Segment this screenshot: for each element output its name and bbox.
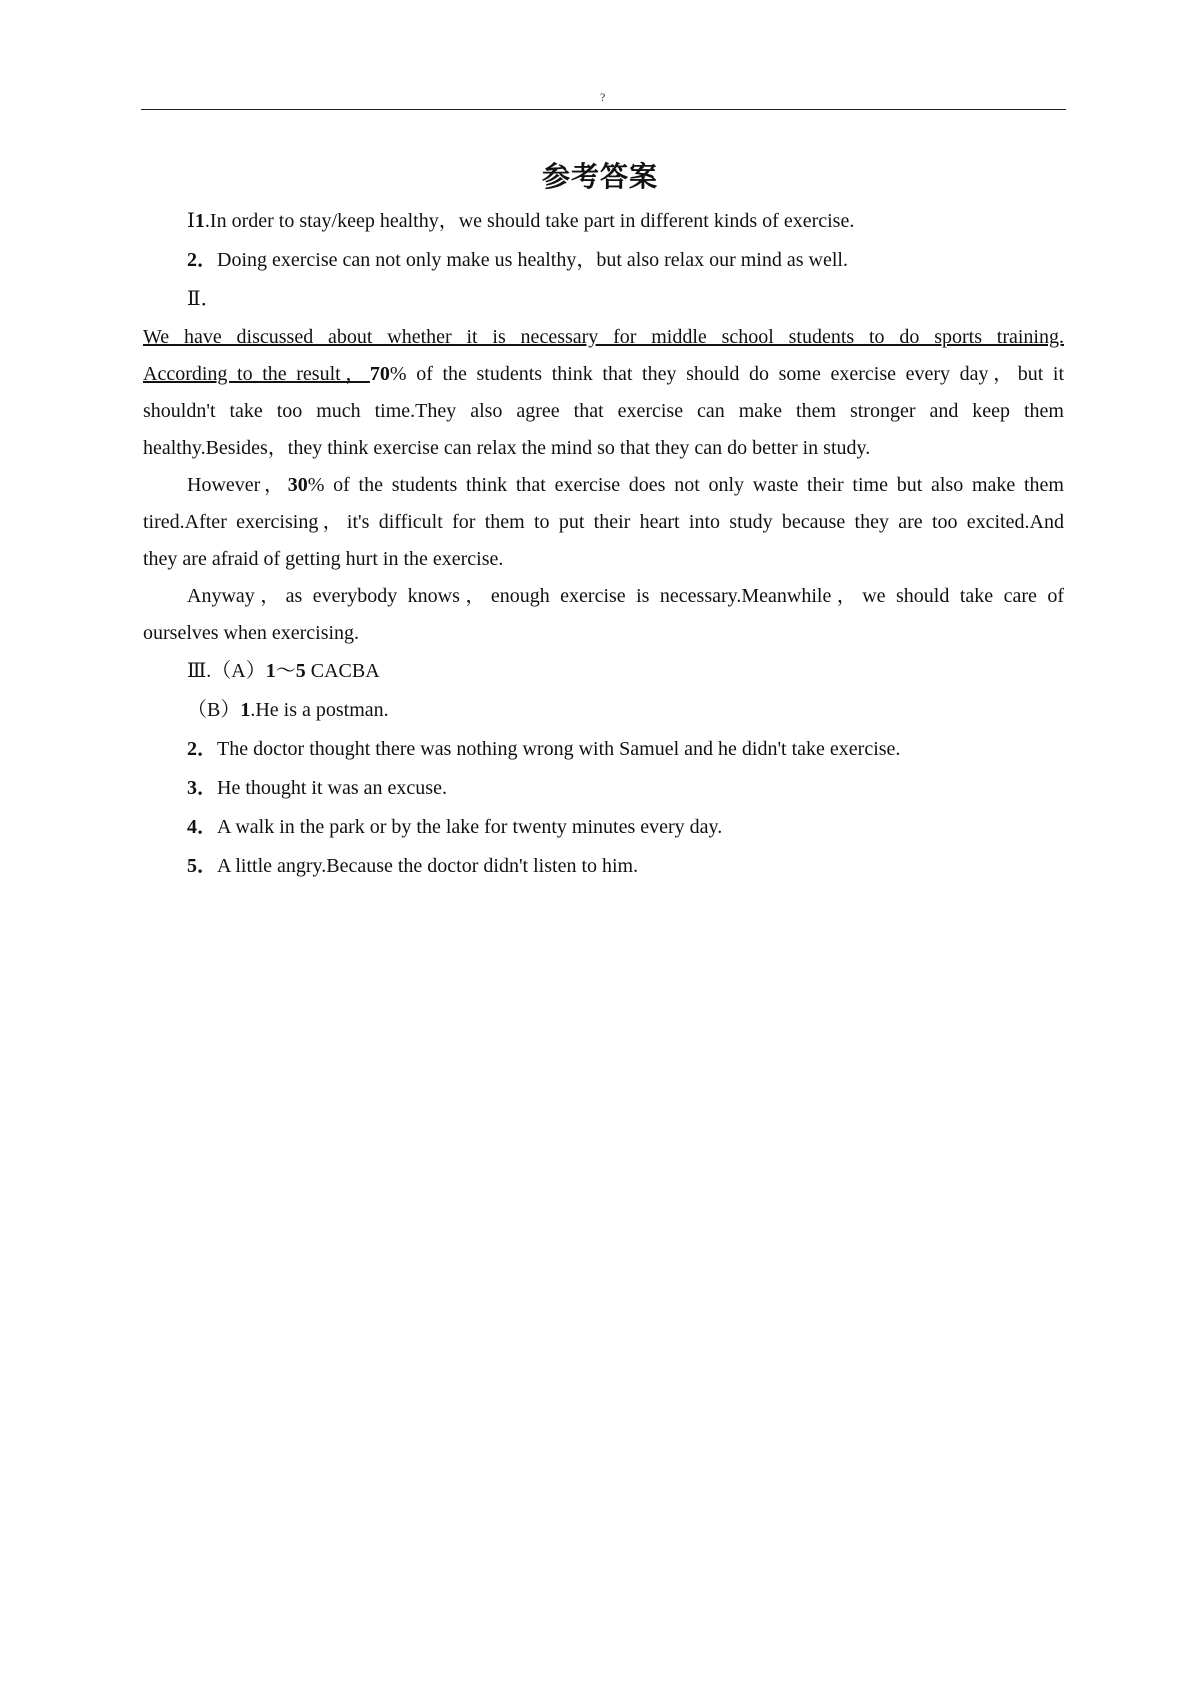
part-b-item2	[143, 730, 1064, 769]
paragraph2-line1	[143, 467, 1064, 504]
section3-number: Ⅲ.（A）	[187, 660, 266, 682]
section1-item1-number: 1	[194, 210, 205, 232]
part-a-range-start: 1	[265, 660, 276, 682]
part-a-answers: CACBA	[305, 660, 380, 682]
answer-content	[143, 202, 1064, 886]
item-text: The doctor thought there was nothing wrong with Samuel and he didn't take exercise.	[217, 738, 901, 760]
item-number: 4．	[187, 816, 217, 838]
section2-paragraph-3	[143, 578, 1064, 652]
paragraph2-line2: tired.After exercising，it's difficult for them to put their heart into study because they are too excited.And	[143, 511, 1064, 533]
part-b-item5	[143, 847, 1064, 886]
part-b-item4	[143, 808, 1064, 847]
section2-number: Ⅱ．	[187, 288, 221, 310]
header-rule	[141, 109, 1066, 110]
percent-70: 70	[369, 363, 390, 385]
paragraph2-line1-text: % of the students think that exercise does not only waste their time but also make them	[307, 474, 1064, 496]
item-number: 3．	[187, 777, 217, 799]
section2-paragraph-1	[143, 319, 1064, 467]
percent-30: 30	[287, 474, 308, 496]
section2-paragraph-2	[143, 467, 1064, 578]
item-text: A walk in the park or by the lake for twenty minutes every day.	[217, 816, 723, 838]
underlined-phrase: According to the result，	[143, 363, 370, 385]
part-a-range-sep: ～	[275, 660, 296, 682]
part-b-item3	[143, 769, 1064, 808]
paragraph1-line3: shouldn't take too much time.They also agree that exercise can make them stronger and keep them	[143, 400, 1064, 422]
paragraph3-line2: ourselves when exercising.	[143, 622, 360, 644]
paragraph2-line1-start: However，	[187, 474, 288, 496]
page-title: 参考答案	[541, 160, 658, 193]
section1-item2-number: 2．	[187, 249, 217, 271]
item-text: A little angry.Because the doctor didn't listen to him.	[217, 855, 639, 877]
section1-item1-text: .In order to stay/keep healthy，we should take part in different kinds of exercise.	[204, 210, 855, 232]
paragraph1-line2-text: % of the students think that they should do some exercise every day，but it	[389, 363, 1065, 385]
section3-part-a	[143, 652, 1064, 691]
section1-number: Ⅰ	[187, 210, 195, 232]
section1-item2-text: Doing exercise can not only make us healthy，but also relax our mind as well.	[217, 249, 848, 271]
item-number: 2．	[187, 738, 217, 760]
underlined-sentence: We have discussed about whether it is necessary for middle school students to do sports training.	[143, 326, 1064, 348]
header-mark: ?	[600, 90, 606, 104]
item-number: 5．	[187, 855, 217, 877]
paragraph1-line2	[143, 356, 1064, 393]
paragraph2-line3: they are afraid of getting hurt in the exercise.	[143, 548, 504, 570]
part-b-item1-number: 1	[240, 699, 251, 721]
section1-item2	[143, 241, 1064, 280]
paragraph1-line4: healthy.Besides，they think exercise can relax the mind so that they can do better in study.	[143, 437, 871, 459]
part-b-label: （B）	[187, 699, 241, 721]
part-b-item1-text: .He is a postman.	[250, 699, 389, 721]
section1-item1	[143, 202, 1064, 241]
item-text: He thought it was an excuse.	[217, 777, 447, 799]
section3-part-b-item1	[143, 691, 1064, 730]
paragraph1-line1	[143, 319, 1064, 356]
part-a-range-end: 5	[295, 660, 306, 682]
paragraph3-line1: Anyway，as everybody knows，enough exercise is necessary.Meanwhile，we should take care of	[187, 585, 1064, 607]
